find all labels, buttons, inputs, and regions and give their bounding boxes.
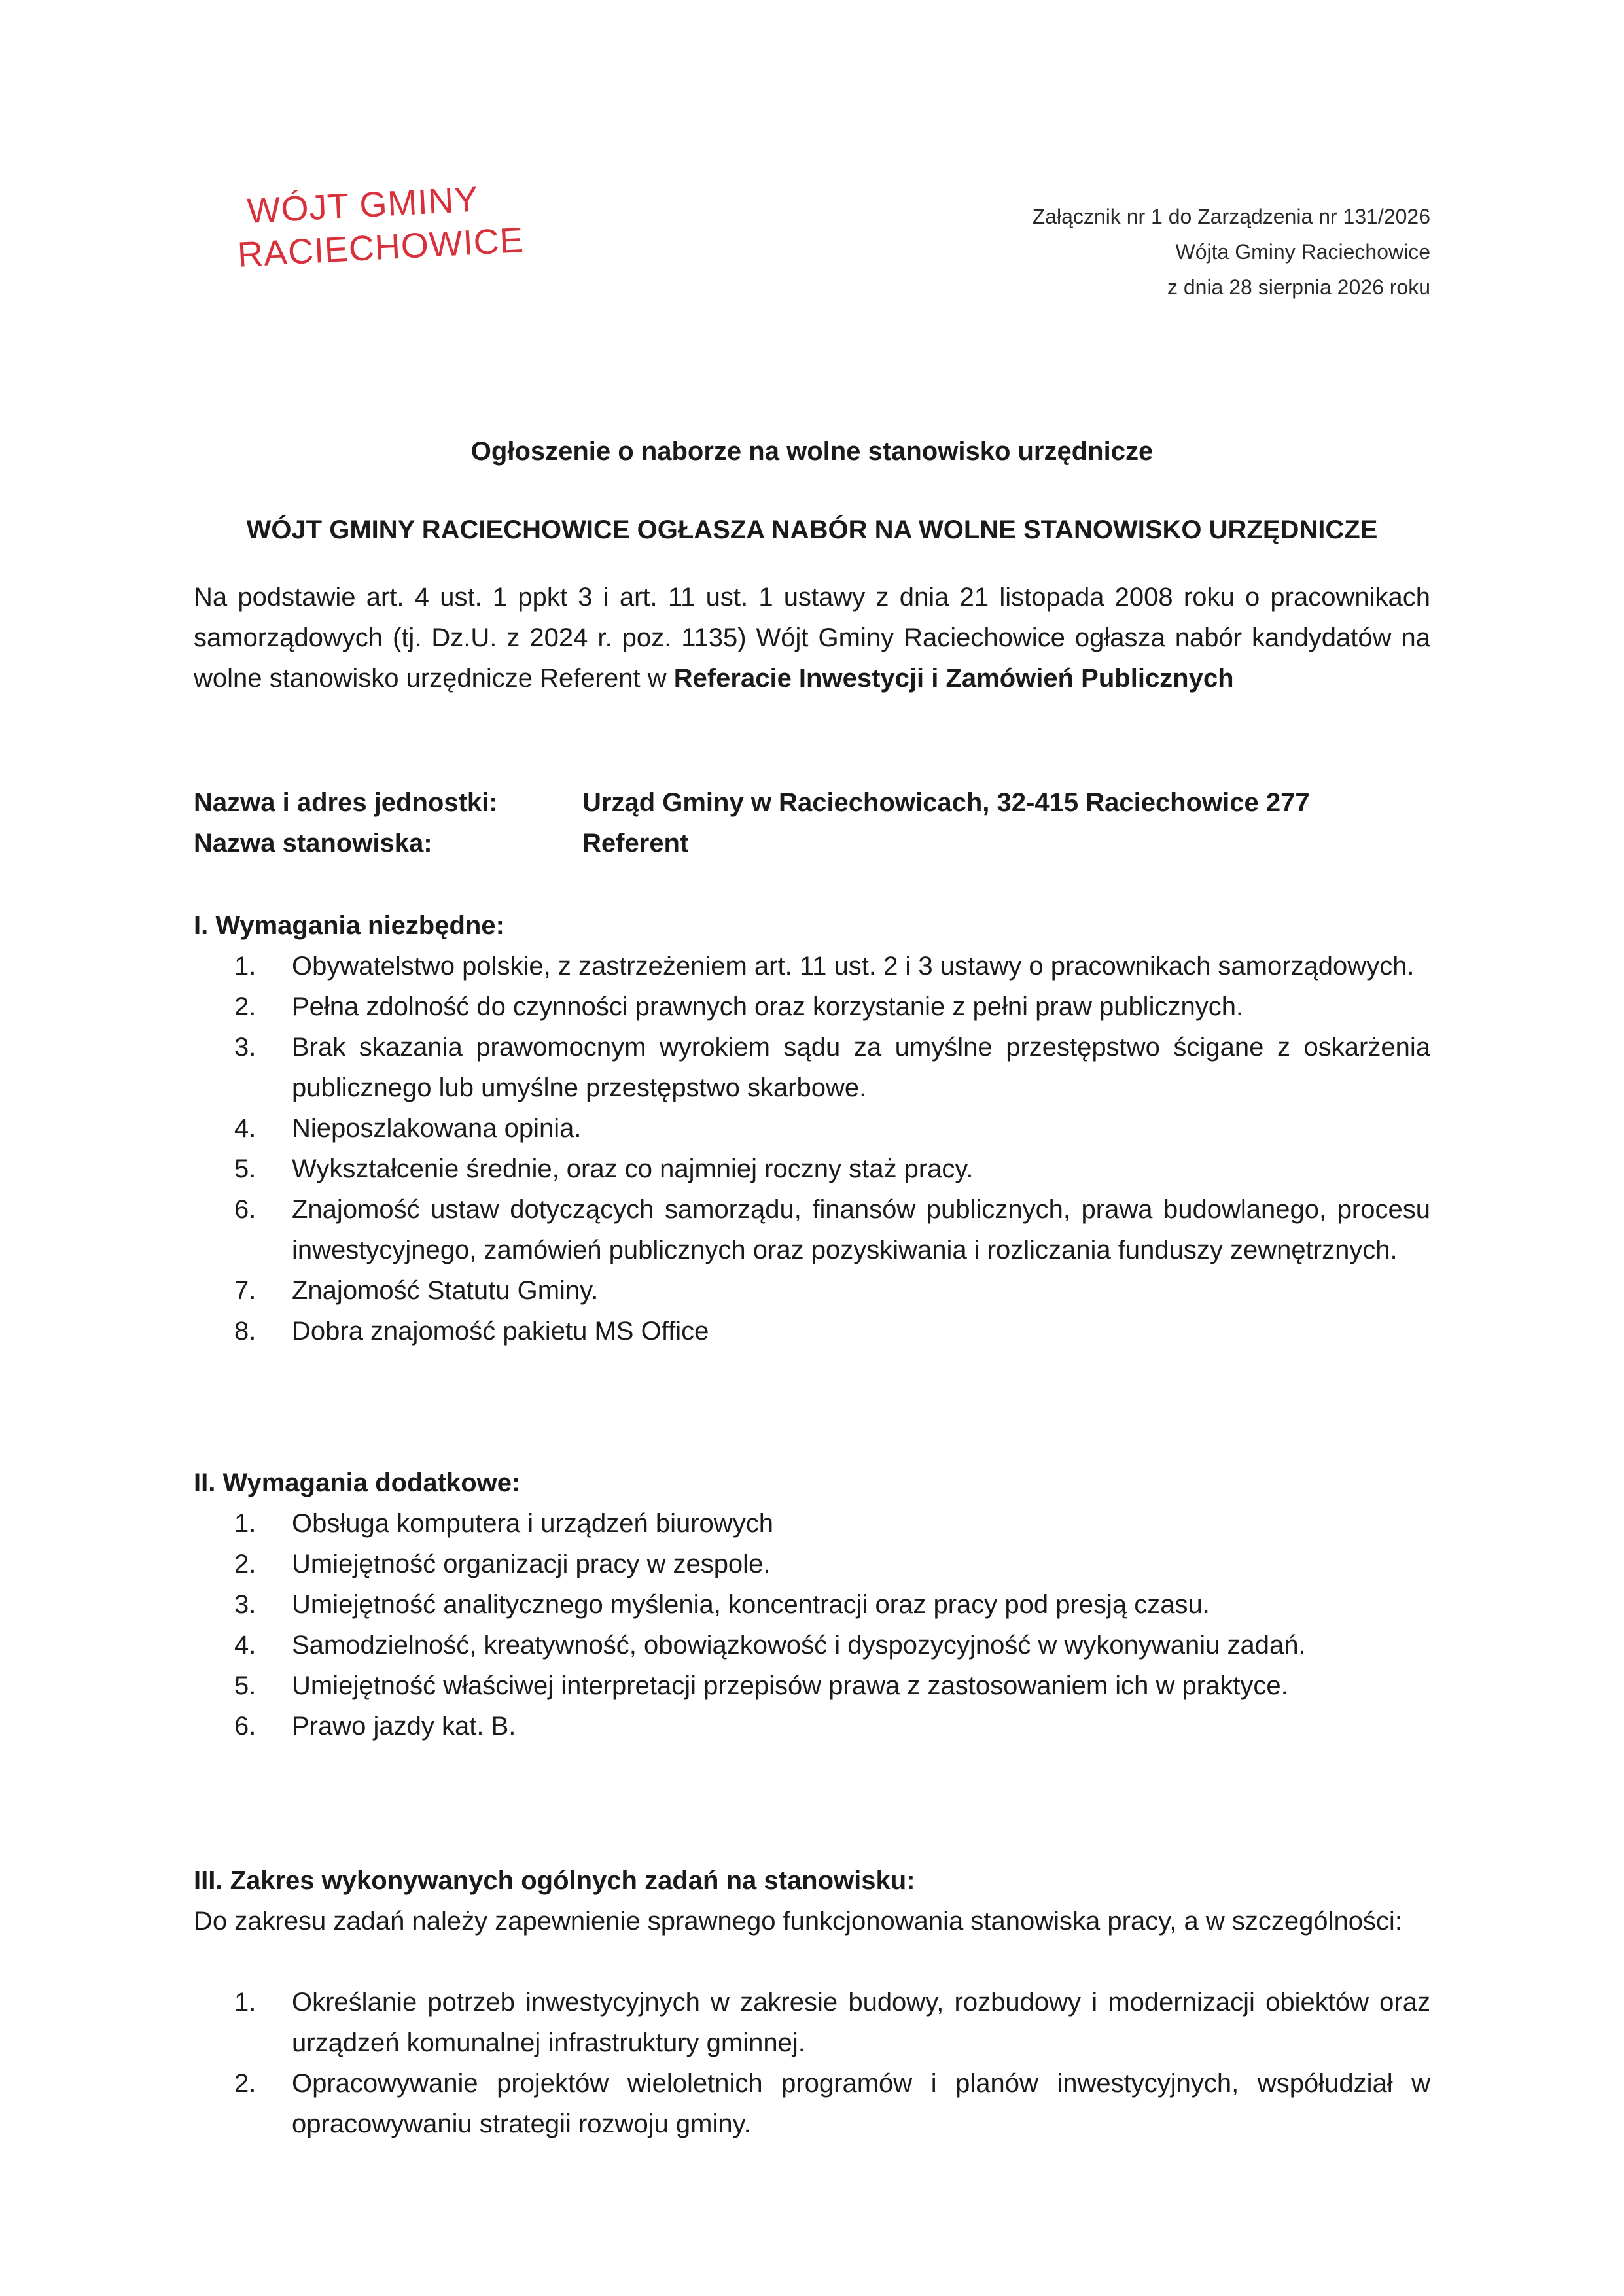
section-1-list — [194, 946, 1430, 1351]
list-item: 5. Wykształcenie średnie, oraz co najmniej roczny staż pracy. — [234, 1155, 974, 1183]
list-item: 4. Samodzielność, kreatywność, obowiązkowość i dyspozycyjność w wykonywaniu zadań. — [234, 1631, 1306, 1660]
attachment-line-3: z dnia 28 sierpnia 2026 roku — [1167, 275, 1430, 299]
section-3-list — [194, 1982, 1430, 2144]
list-item: 7. Znajomość Statutu Gminy. — [234, 1276, 599, 1305]
wojt-stamp — [234, 176, 527, 289]
unit-name-label: Nazwa i adres jednostki: — [194, 788, 498, 817]
section-1-title: I. Wymagania niezbędne: — [194, 911, 504, 940]
list-item: 4. Nieposzlakowana opinia. — [234, 1114, 582, 1143]
unit-name-value: Urząd Gminy w Raciechowicach, 32-415 Raciechowice 277 — [582, 788, 1310, 817]
unit-name-row — [194, 782, 1310, 823]
list-item: 3. Umiejętność analitycznego myślenia, koncentracji oraz pracy pod presją czasu. — [234, 1590, 1210, 1619]
document-headline: WÓJT GMINY RACIECHOWICE OGŁASZA NABÓR NA WOLNE STANOWISKO URZĘDNICZE — [246, 515, 1378, 544]
list-item: 2. Umiejętność organizacji pracy w zespole. — [234, 1550, 771, 1578]
attachment-note — [841, 199, 1430, 305]
list-item: 6. Znajomość ustaw dotyczących samorządu, finansów publicznych, prawa budowlanego, procesu inwestycyjnego, zamówień publicznych oraz pozyskiwania i rozliczania funduszy zewnętrznych. — [234, 1195, 1430, 1264]
stamp-line-1: WÓJT GMINY — [246, 179, 480, 231]
section-2-list — [194, 1503, 1430, 1747]
intro-bold-unit: Referacie Inwestycji i Zamówień Publicznych — [673, 664, 1234, 693]
list-item: 2. Opracowywanie projektów wieloletnich programów i planów inwestycyjnych, współudział w opracowywaniu strategii rozwoju gminy. — [234, 2069, 1430, 2138]
list-item: 1. Obywatelstwo polskie, z zastrzeżeniem art. 11 ust. 2 i 3 ustawy o pracownikach samorządowych. — [234, 952, 1415, 981]
intro-paragraph — [194, 577, 1430, 699]
position-label: Nazwa stanowiska: — [194, 829, 432, 858]
section-3-title: III. Zakres wykonywanych ogólnych zadań na stanowisku: — [194, 1866, 915, 1895]
intro-text: Na podstawie art. 4 ust. 1 ppkt 3 i art. 11 ust. 1 ustawy z dnia 21 listopada 2008 roku o pracownikach samorządowych (tj. Dz.U. z 2024 r. poz. 1135) Wójt Gminy Raciechowice ogłasza nabór kandydatów na wolne stanowisko urzędnicze Referent w — [194, 583, 1430, 693]
list-item: 2. Pełna zdolność do czynności prawnych oraz korzystanie z pełni praw publicznych. — [234, 992, 1244, 1021]
list-item: 6. Prawo jazdy kat. B. — [234, 1712, 516, 1741]
attachment-line-2: Wójta Gminy Raciechowice — [1175, 240, 1430, 264]
list-item: 5. Umiejętność właściwej interpretacji przepisów prawa z zastosowaniem ich w praktyce. — [234, 1671, 1288, 1700]
stamp-line-2: RACIECHOWICE — [236, 220, 525, 275]
position-value: Referent — [582, 829, 689, 858]
list-item: 1. Obsługa komputera i urządzeń biurowych — [234, 1509, 773, 1538]
section-3-intro: Do zakresu zadań należy zapewnienie sprawnego funkcjonowania stanowiska pracy, a w szczególności: — [194, 1907, 1402, 1936]
section-2-title: II. Wymagania dodatkowe: — [194, 1469, 521, 1497]
unit-details — [194, 782, 1310, 863]
list-item: 8. Dobra znajomość pakietu MS Office — [234, 1317, 709, 1346]
list-item: 3. Brak skazania prawomocnym wyrokiem sądu za umyślne przestępstwo ścigane z oskarżenia publicznego lub umyślne przestępstwo skarbowe. — [234, 1033, 1430, 1102]
attachment-line-1: Załącznik nr 1 do Zarządzenia nr 131/2026 — [1032, 205, 1430, 228]
document-title: Ogłoszenie o naborze na wolne stanowisko urzędnicze — [470, 437, 1154, 466]
position-row — [194, 823, 1310, 863]
list-item: 1. Określanie potrzeb inwestycyjnych w zakresie budowy, rozbudowy i modernizacji obiektów oraz urządzeń komunalnej infrastruktury gminnej. — [234, 1988, 1430, 2057]
